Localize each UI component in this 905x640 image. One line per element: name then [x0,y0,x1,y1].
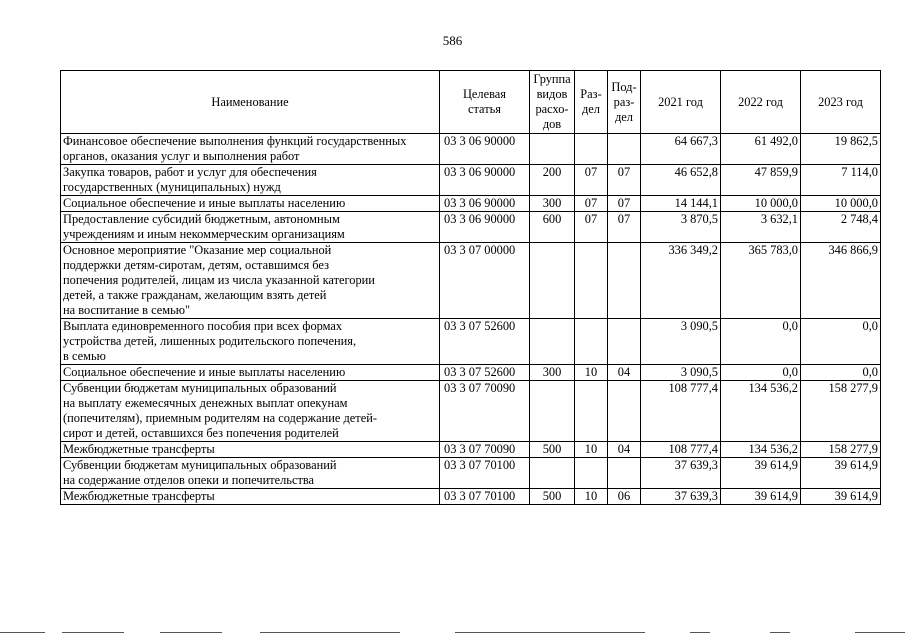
cell-name-line: Финансовое обеспечение выполнения функций государственных [63,134,407,148]
table-row [61,196,881,212]
page-number: 586 [442,33,463,48]
cell-name [61,458,440,489]
cell-2022: 47 859,9 [721,165,801,196]
header-section [575,71,608,134]
cell-2022: 0,0 [721,365,801,381]
cell-2023: 0,0 [801,319,881,365]
cell-name-line: Социальное обеспечение и иные выплаты населению [63,196,346,210]
header-group [530,71,575,134]
cell-group: 200 [530,165,575,196]
header-row [61,71,881,134]
cell-2023: 0,0 [801,365,881,381]
cell-name-line: Межбюджетные трансферты [63,489,215,503]
cell-name [61,319,440,365]
rule-segment [62,632,124,633]
cell-group [530,243,575,319]
cell-group [530,458,575,489]
table-body [61,134,881,505]
cell-2022: 3 632,1 [721,212,801,243]
cell-name-line: Субвенции бюджетам муниципальных образований [63,458,337,472]
cell-name-line: государственных (муниципальных) нужд [63,180,281,194]
cell-2021: 108 777,4 [641,381,721,442]
cell-group: 300 [530,196,575,212]
cell-name-line: детей, а также гражданам, желающим взять детей [63,288,327,302]
cell-name [61,442,440,458]
cell-section [575,381,608,442]
cell-name [61,165,440,196]
rule-segment [455,632,645,633]
rule-segment [855,632,905,633]
cell-subsection [608,381,641,442]
cell-group [530,134,575,165]
cell-target-code: 03 3 06 90000 [440,196,530,212]
header-subsection [608,71,641,134]
cell-2022: 61 492,0 [721,134,801,165]
header-group-line: Группа [533,72,571,86]
rule-segment [0,632,45,633]
cell-2022: 0,0 [721,319,801,365]
cell-2021: 3 090,5 [641,365,721,381]
cell-section [575,458,608,489]
cell-2022: 10 000,0 [721,196,801,212]
table-row [61,165,881,196]
cell-subsection [608,458,641,489]
table-row [61,212,881,243]
cell-2021: 64 667,3 [641,134,721,165]
cell-target-code: 03 3 06 90000 [440,134,530,165]
cell-name-line: попечения родителей, лицам из числа указанной категории [63,273,375,287]
cell-2021: 37 639,3 [641,458,721,489]
cell-2021: 14 144,1 [641,196,721,212]
table-row [61,489,881,505]
cell-target-code: 03 3 07 70100 [440,458,530,489]
table-row [61,319,881,365]
cell-subsection: 04 [608,365,641,381]
cell-2023: 158 277,9 [801,442,881,458]
cell-name-line: поддержки детям-сиротам, детям, оставшимся без [63,258,329,272]
cell-name-line: в семью [63,349,106,363]
cell-section: 10 [575,365,608,381]
cell-name-line: на выплату ежемесячных денежных выплат опекунам [63,396,348,410]
rule-segment [160,632,222,633]
cell-subsection: 07 [608,196,641,212]
cell-subsection [608,134,641,165]
table-row [61,381,881,442]
cell-subsection: 06 [608,489,641,505]
cell-target-code: 03 3 07 70090 [440,381,530,442]
table-row [61,442,881,458]
header-subsection-line: раз- [613,94,635,109]
cell-2023: 7 114,0 [801,165,881,196]
cell-name [61,134,440,165]
cell-2022: 39 614,9 [721,489,801,505]
cell-subsection: 04 [608,442,641,458]
cell-group [530,319,575,365]
bottom-rule [0,632,905,634]
cell-2023: 346 866,9 [801,243,881,319]
cell-subsection: 07 [608,212,641,243]
header-name: Наименование [61,71,440,134]
cell-target-code: 03 3 06 90000 [440,165,530,196]
cell-subsection [608,319,641,365]
cell-name-line: учреждениям и иным некоммерческим организациям [63,227,345,241]
cell-2023: 158 277,9 [801,381,881,442]
cell-name [61,243,440,319]
header-2022: 2022 год [721,71,801,134]
cell-section: 07 [575,212,608,243]
cell-2023: 10 000,0 [801,196,881,212]
cell-name [61,489,440,505]
cell-name-line: Основное мероприятие "Оказание мер социальной [63,243,332,257]
rule-segment [770,632,790,633]
cell-2023: 19 862,5 [801,134,881,165]
cell-name-line: на содержание отделов опеки и попечительства [63,473,315,487]
budget-table [60,70,881,505]
cell-target-code: 03 3 07 00000 [440,243,530,319]
table-row [61,243,881,319]
header-section-line: Раз- [580,87,602,101]
header-group-line: видов [536,87,568,101]
cell-name-line: Закупка товаров, работ и услуг для обеспечения [63,165,317,179]
table-row [61,458,881,489]
cell-2021: 336 349,2 [641,243,721,319]
cell-target-code: 03 3 07 52600 [440,365,530,381]
cell-name-line: (попечителям), приемным родителям на содержание детей- [63,411,377,425]
cell-name [61,365,440,381]
cell-target-code: 03 3 06 90000 [440,212,530,243]
cell-section: 07 [575,196,608,212]
cell-2021: 108 777,4 [641,442,721,458]
cell-section: 07 [575,165,608,196]
cell-section [575,134,608,165]
header-subsection-line: Под- [611,79,637,94]
cell-name [61,196,440,212]
cell-name-line: устройства детей, лишенных родительского попечения, [63,334,357,348]
cell-name-line: на воспитание в семью" [63,303,191,317]
cell-name-line: Социальное обеспечение и иные выплаты населению [63,365,346,379]
header-subsection-line: дел [615,109,633,124]
cell-2021: 46 652,8 [641,165,721,196]
table-row [61,134,881,165]
cell-2022: 134 536,2 [721,442,801,458]
rule-segment [260,632,400,633]
cell-name [61,212,440,243]
cell-2021: 3 090,5 [641,319,721,365]
cell-2021: 3 870,5 [641,212,721,243]
rule-segment [690,632,710,633]
cell-subsection [608,243,641,319]
header-section-line: дел [582,102,600,116]
cell-group: 600 [530,212,575,243]
cell-2022: 39 614,9 [721,458,801,489]
cell-section [575,243,608,319]
header-group-line: дов [542,117,562,131]
header-2023: 2023 год [801,71,881,134]
table-row [61,365,881,381]
header-target-line: Целевая [462,87,507,101]
cell-group: 500 [530,489,575,505]
cell-target-code: 03 3 07 70090 [440,442,530,458]
cell-2023: 39 614,9 [801,458,881,489]
cell-name-line: Выплата единовременного пособия при всех формах [63,319,343,333]
header-target-line: статья [467,102,501,116]
header-2021: 2021 год [641,71,721,134]
cell-name-line: Субвенции бюджетам муниципальных образований [63,381,337,395]
cell-2022: 365 783,0 [721,243,801,319]
cell-2023: 2 748,4 [801,212,881,243]
cell-name-line: сирот и детей, оставшихся без попечения родителей [63,426,339,440]
cell-name-line: Предоставление субсидий бюджетным, автономным [63,212,340,226]
cell-name-line: Межбюджетные трансферты [63,442,215,456]
cell-section [575,319,608,365]
cell-subsection: 07 [608,165,641,196]
cell-name-line: органов, оказания услуг и выполнения работ [63,149,300,163]
cell-2021: 37 639,3 [641,489,721,505]
cell-group: 500 [530,442,575,458]
cell-section: 10 [575,489,608,505]
cell-section: 10 [575,442,608,458]
cell-2022: 134 536,2 [721,381,801,442]
header-target [440,71,530,134]
cell-target-code: 03 3 07 70100 [440,489,530,505]
cell-name [61,381,440,442]
cell-group [530,381,575,442]
header-group-line: расхо- [535,102,569,116]
cell-target-code: 03 3 07 52600 [440,319,530,365]
cell-group: 300 [530,365,575,381]
cell-2023: 39 614,9 [801,489,881,505]
